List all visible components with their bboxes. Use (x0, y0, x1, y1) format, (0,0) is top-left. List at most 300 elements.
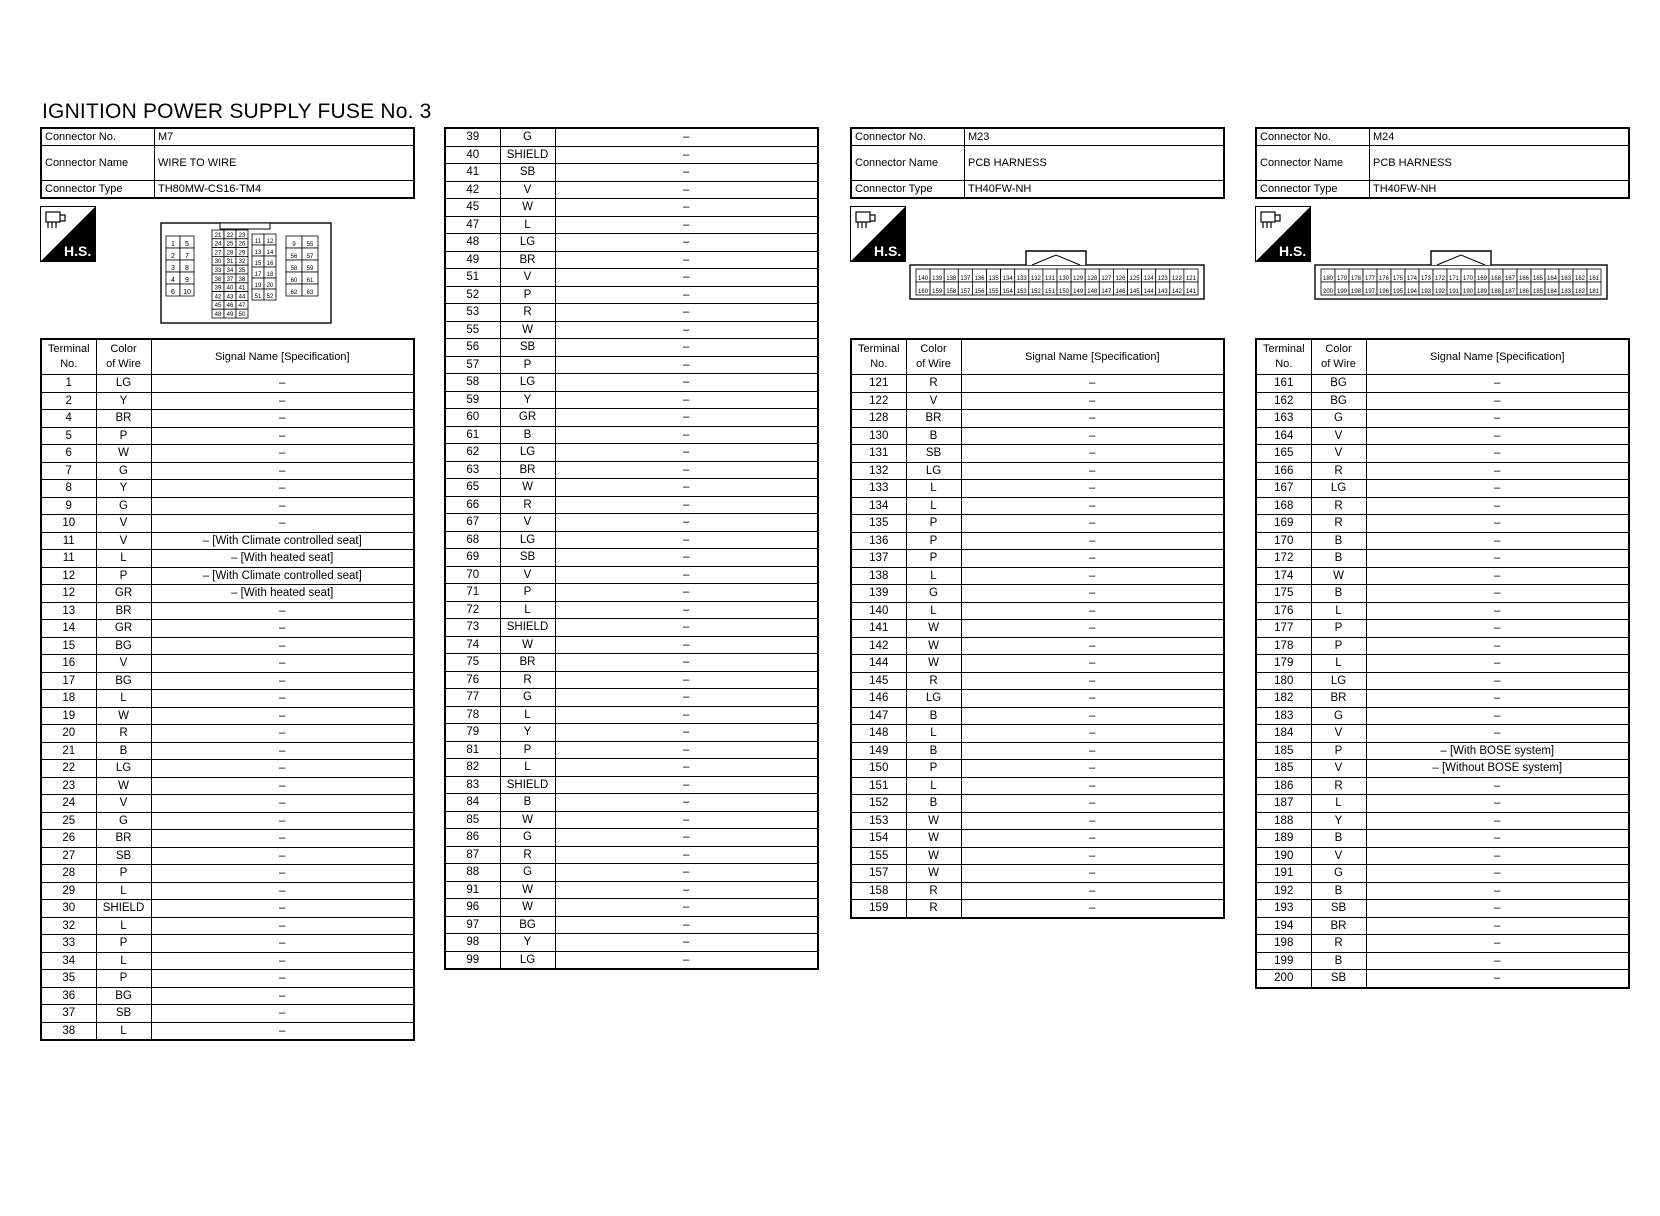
terminal-no-cell: 167 (1256, 480, 1311, 498)
signal-name-cell: – (1366, 917, 1629, 935)
header-terminal-no: Terminal No. (1256, 339, 1311, 375)
terminal-no-cell: 183 (1256, 707, 1311, 725)
signal-name-cell: – (555, 794, 818, 812)
table-row (41, 480, 414, 498)
signal-name-cell: – (1366, 427, 1629, 445)
terminal-no-cell: 65 (445, 479, 500, 497)
pin-number: 125 (1129, 276, 1140, 282)
pin-number: 132 (1030, 276, 1041, 282)
table-row (851, 550, 1224, 568)
signal-name-cell: – (555, 864, 818, 882)
table-row (851, 410, 1224, 428)
signal-name-cell: – (1366, 410, 1629, 428)
pin-number: 174 (1406, 276, 1418, 282)
wire-color-cell: P (500, 356, 555, 374)
terminal-no-cell: 191 (1256, 865, 1311, 883)
table-row (445, 724, 818, 742)
terminal-no-cell: 150 (851, 760, 906, 778)
pin-number: 130 (1059, 276, 1070, 282)
terminal-no-cell: 34 (41, 952, 96, 970)
wire-color-cell: W (500, 811, 555, 829)
wire-color-cell: V (1311, 427, 1366, 445)
wire-color-cell: P (96, 427, 151, 445)
table-row (851, 882, 1224, 900)
wire-color-cell: G (500, 864, 555, 882)
terminal-no-cell: 162 (1256, 392, 1311, 410)
wire-color-cell: W (500, 899, 555, 917)
connector-no-value: M23 (965, 128, 1225, 146)
wire-color-cell: V (500, 514, 555, 532)
wire-color-cell: G (1311, 865, 1366, 883)
signal-name-cell: – (555, 741, 818, 759)
pin-number: 36 (214, 276, 222, 283)
wire-color-cell: LG (500, 951, 555, 969)
table-row (851, 795, 1224, 813)
terminal-table-m24 (1255, 338, 1630, 989)
pin-number: 148 (1087, 289, 1098, 295)
terminal-no-cell: 73 (445, 619, 500, 637)
table-row (445, 706, 818, 724)
hs-label: H.S. (874, 243, 902, 259)
terminal-no-cell: 194 (1256, 917, 1311, 935)
terminal-no-cell: 180 (1256, 672, 1311, 690)
wire-color-cell: W (500, 199, 555, 217)
wire-color-cell: R (500, 671, 555, 689)
signal-name-cell: – (151, 900, 414, 918)
signal-name-cell: – (151, 410, 414, 428)
terminal-no-cell: 37 (41, 1005, 96, 1023)
signal-name-cell: – (151, 812, 414, 830)
wire-color-cell: LG (1311, 672, 1366, 690)
signal-name-cell: – (555, 234, 818, 252)
signal-name-cell: – (555, 584, 818, 602)
terminal-no-cell: 170 (1256, 532, 1311, 550)
table-row (445, 549, 818, 567)
signal-name-cell: – (961, 812, 1224, 830)
pin-number: 15 (254, 261, 262, 267)
signal-name-cell: – (1366, 567, 1629, 585)
table-row (851, 427, 1224, 445)
table-row (851, 480, 1224, 498)
signal-name-cell: – (555, 391, 818, 409)
wire-color-cell: W (500, 881, 555, 899)
wire-color-cell: BR (500, 654, 555, 672)
pin-number: 7 (185, 253, 189, 260)
wire-color-cell: R (500, 496, 555, 514)
pin-number: 61 (306, 278, 314, 284)
header-signal-name: Signal Name [Specification] (961, 339, 1224, 375)
wire-color-cell: L (906, 497, 961, 515)
signal-name-cell: – (151, 1005, 414, 1023)
pin-number: 136 (974, 276, 985, 282)
signal-name-cell: – (555, 776, 818, 794)
table-row (1256, 847, 1629, 865)
table-row (851, 690, 1224, 708)
wire-color-cell: W (906, 847, 961, 865)
signal-name-cell: – (151, 935, 414, 953)
wire-color-cell: V (1311, 445, 1366, 463)
wire-color-cell: V (96, 532, 151, 550)
wire-color-cell: BR (500, 461, 555, 479)
wire-color-cell: BG (500, 916, 555, 934)
terminal-no-cell: 190 (1256, 847, 1311, 865)
table-row (41, 637, 414, 655)
terminal-no-cell: 97 (445, 916, 500, 934)
terminal-no-cell: 26 (41, 830, 96, 848)
wire-color-cell: P (906, 515, 961, 533)
signal-name-cell: – (555, 846, 818, 864)
table-row (41, 935, 414, 953)
connector-name-label: Connector Name (41, 146, 155, 181)
terminal-no-cell: 98 (445, 934, 500, 952)
signal-name-cell: – (151, 690, 414, 708)
terminal-no-cell: 159 (851, 900, 906, 918)
pin-number: 144 (1143, 289, 1154, 295)
terminal-no-cell: 83 (445, 776, 500, 794)
connector-no-label: Connector No. (41, 128, 155, 146)
table-row (851, 707, 1224, 725)
table-row (445, 671, 818, 689)
connector-type-label: Connector Type (1256, 181, 1370, 199)
wire-color-cell: LG (500, 444, 555, 462)
terminal-no-cell: 200 (1256, 970, 1311, 988)
wire-color-cell: L (1311, 655, 1366, 673)
terminal-no-cell: 24 (41, 795, 96, 813)
signal-name-cell: – (555, 916, 818, 934)
terminal-no-cell: 155 (851, 847, 906, 865)
wire-color-cell: G (1311, 410, 1366, 428)
signal-name-cell: – (961, 637, 1224, 655)
table-row (41, 427, 414, 445)
wire-color-cell: V (500, 181, 555, 199)
terminal-no-cell: 132 (851, 462, 906, 480)
pin-number: 43 (226, 294, 234, 301)
signal-name-cell: – (1366, 812, 1629, 830)
signal-name-cell: – (555, 724, 818, 742)
terminal-no-cell: 20 (41, 725, 96, 743)
signal-name-cell: – [With Climate controlled seat] (151, 532, 414, 550)
terminal-no-cell: 77 (445, 689, 500, 707)
table-row (445, 514, 818, 532)
pin-number: 5 (185, 241, 189, 248)
table-row (41, 462, 414, 480)
wire-color-cell: V (96, 655, 151, 673)
wire-color-cell: SHIELD (500, 776, 555, 794)
terminal-no-cell: 172 (1256, 550, 1311, 568)
signal-name-cell: – (1366, 865, 1629, 883)
pin-number: 37 (226, 276, 234, 283)
wire-color-cell: Y (1311, 812, 1366, 830)
wire-color-cell: GR (500, 409, 555, 427)
pin-number: 137 (960, 276, 971, 282)
table-row (1256, 462, 1629, 480)
table-row (41, 532, 414, 550)
pin-number: 57 (306, 254, 314, 260)
terminal-no-cell: 178 (1256, 637, 1311, 655)
pin-number: 156 (974, 289, 985, 295)
terminal-no-cell: 75 (445, 654, 500, 672)
table-row (1256, 532, 1629, 550)
table-row (41, 847, 414, 865)
wire-color-cell: G (96, 497, 151, 515)
table-row (445, 444, 818, 462)
table-row (1256, 602, 1629, 620)
table-row (445, 251, 818, 269)
pin-number: 29 (238, 250, 246, 257)
header-color-of-wire: Color of Wire (96, 339, 151, 375)
terminal-no-cell: 60 (445, 409, 500, 427)
table-row (1256, 585, 1629, 603)
wire-color-cell: BR (500, 251, 555, 269)
wire-color-cell: V (500, 269, 555, 287)
signal-name-cell: – (1366, 462, 1629, 480)
terminal-no-cell: 185 (1256, 742, 1311, 760)
terminal-no-cell: 25 (41, 812, 96, 830)
wire-color-cell: BG (96, 637, 151, 655)
terminal-no-cell: 149 (851, 742, 906, 760)
wire-color-cell: W (96, 445, 151, 463)
signal-name-cell: – (961, 847, 1224, 865)
table-row (445, 339, 818, 357)
terminal-no-cell: 144 (851, 655, 906, 673)
terminal-no-cell: 8 (41, 480, 96, 498)
pin-number: 194 (1406, 289, 1418, 295)
terminal-no-cell: 52 (445, 286, 500, 304)
table-row (851, 777, 1224, 795)
signal-name-cell: – (961, 690, 1224, 708)
table-row (445, 426, 818, 444)
wire-color-cell: W (906, 830, 961, 848)
terminal-no-cell: 148 (851, 725, 906, 743)
pin-number: 186 (1518, 289, 1530, 295)
terminal-no-cell: 67 (445, 514, 500, 532)
wire-color-cell: BR (1311, 690, 1366, 708)
pin-number: 129 (1073, 276, 1084, 282)
signal-name-cell: – (151, 480, 414, 498)
connector-info-m24 (1255, 127, 1630, 199)
table-row (445, 146, 818, 164)
table-row (445, 391, 818, 409)
terminal-no-cell: 16 (41, 655, 96, 673)
terminal-no-cell: 189 (1256, 830, 1311, 848)
table-row (41, 445, 414, 463)
signal-name-cell: – (555, 619, 818, 637)
signal-name-cell: – (1366, 480, 1629, 498)
table-row (41, 707, 414, 725)
table-row (41, 515, 414, 533)
table-row (445, 531, 818, 549)
wire-color-cell: G (906, 585, 961, 603)
terminal-no-cell: 166 (1256, 462, 1311, 480)
terminal-no-cell: 21 (41, 742, 96, 760)
wire-color-cell: P (1311, 742, 1366, 760)
terminal-no-cell: 187 (1256, 795, 1311, 813)
table-row (445, 881, 818, 899)
wire-color-cell: V (1311, 760, 1366, 778)
pin-number: 171 (1448, 276, 1460, 282)
terminal-no-cell: 4 (41, 410, 96, 428)
wire-color-cell: G (500, 128, 555, 146)
pin-number: 3 (171, 265, 175, 272)
wire-color-cell: B (1311, 952, 1366, 970)
pin-number: 9 (292, 242, 296, 248)
pin-number: 45 (214, 303, 222, 310)
table-row (41, 917, 414, 935)
table-row (1256, 777, 1629, 795)
terminal-no-cell: 161 (1256, 375, 1311, 393)
wire-color-cell: LG (500, 374, 555, 392)
wire-color-cell: L (906, 602, 961, 620)
table-row (851, 497, 1224, 515)
signal-name-cell: – (151, 777, 414, 795)
wire-color-cell: R (906, 672, 961, 690)
pin-number: 12 (266, 239, 274, 245)
signal-name-cell: – (961, 865, 1224, 883)
terminal-no-cell: 153 (851, 812, 906, 830)
table-row (41, 1022, 414, 1040)
terminal-no-cell: 15 (41, 637, 96, 655)
terminal-no-cell: 13 (41, 602, 96, 620)
terminal-no-cell: 22 (41, 760, 96, 778)
signal-name-cell: – (961, 462, 1224, 480)
pin-number: 193 (1420, 289, 1432, 295)
wire-color-cell: B (1311, 882, 1366, 900)
terminal-no-cell: 179 (1256, 655, 1311, 673)
terminal-no-cell: 198 (1256, 935, 1311, 953)
terminal-no-cell: 12 (41, 585, 96, 603)
wire-color-cell: P (500, 286, 555, 304)
terminal-no-cell: 66 (445, 496, 500, 514)
signal-name-cell: – (151, 497, 414, 515)
table-row (445, 496, 818, 514)
signal-name-cell: – (961, 480, 1224, 498)
signal-name-cell: – (151, 602, 414, 620)
signal-name-cell: – (555, 374, 818, 392)
signal-name-cell: – (151, 742, 414, 760)
wire-color-cell: P (96, 567, 151, 585)
pin-number: 2 (171, 253, 175, 260)
signal-name-cell: – (555, 164, 818, 182)
pin-number: 20 (266, 283, 274, 289)
header-color-of-wire: Color of Wire (1311, 339, 1366, 375)
table-row (445, 899, 818, 917)
terminal-no-cell: 51 (445, 269, 500, 287)
wire-color-cell: BG (96, 987, 151, 1005)
wire-color-cell: B (500, 794, 555, 812)
signal-name-cell: – (555, 269, 818, 287)
table-row (445, 654, 818, 672)
signal-name-cell: – (1366, 795, 1629, 813)
connector-type-value: TH40FW-NH (965, 181, 1225, 199)
pin-number: 40 (226, 285, 234, 292)
header-signal-name: Signal Name [Specification] (1366, 339, 1629, 375)
terminal-no-cell: 12 (41, 567, 96, 585)
wire-color-cell: W (96, 707, 151, 725)
pin-number: 153 (1016, 289, 1027, 295)
pin-number: 152 (1030, 289, 1041, 295)
pin-number: 161 (1588, 276, 1600, 282)
pin-number: 134 (1002, 276, 1013, 282)
pin-number: 16 (266, 261, 274, 267)
signal-name-cell: – (961, 515, 1224, 533)
hs-label: H.S. (64, 243, 92, 259)
signal-name-cell: – (1366, 970, 1629, 988)
signal-name-cell: – (151, 515, 414, 533)
signal-name-cell: – (961, 392, 1224, 410)
signal-name-cell: – (1366, 725, 1629, 743)
pin-number: 51 (254, 294, 262, 300)
signal-name-cell: – (555, 899, 818, 917)
terminal-no-cell: 74 (445, 636, 500, 654)
table-row (851, 742, 1224, 760)
table-row (41, 690, 414, 708)
terminal-no-cell: 35 (41, 970, 96, 988)
signal-name-cell: – (961, 375, 1224, 393)
pin-number: 176 (1378, 276, 1390, 282)
terminal-no-cell: 28 (41, 865, 96, 883)
signal-name-cell: – [With heated seat] (151, 585, 414, 603)
terminal-no-cell: 78 (445, 706, 500, 724)
pin-number: 141 (1185, 289, 1196, 295)
terminal-table-m7 (40, 338, 415, 1041)
wire-color-cell: B (1311, 830, 1366, 848)
signal-name-cell: – (1366, 550, 1629, 568)
signal-name-cell: – (961, 672, 1224, 690)
terminal-no-cell: 5 (41, 427, 96, 445)
terminal-no-cell: 142 (851, 637, 906, 655)
table-row (851, 532, 1224, 550)
signal-name-cell: – (555, 321, 818, 339)
terminal-no-cell: 139 (851, 585, 906, 603)
signal-name-cell: – (1366, 847, 1629, 865)
table-row (1256, 812, 1629, 830)
table-row (1256, 917, 1629, 935)
table-row (445, 479, 818, 497)
pin-number: 9 (185, 277, 189, 284)
signal-name-cell: – (961, 760, 1224, 778)
wire-color-cell: SB (500, 339, 555, 357)
pin-number: 182 (1574, 289, 1586, 295)
pin-number: 33 (214, 268, 222, 274)
terminal-table-m7-continued (444, 127, 819, 970)
wire-color-cell: SB (500, 549, 555, 567)
terminal-no-cell: 138 (851, 567, 906, 585)
table-row (41, 497, 414, 515)
connector-name-label: Connector Name (1256, 146, 1370, 181)
terminal-no-cell: 121 (851, 375, 906, 393)
terminal-no-cell: 53 (445, 304, 500, 322)
table-row (1256, 427, 1629, 445)
pin-number: 157 (960, 289, 971, 295)
connector-name-label: Connector Name (851, 146, 965, 181)
signal-name-cell: – (151, 882, 414, 900)
pin-number: 56 (290, 254, 298, 260)
wire-color-cell: B (906, 795, 961, 813)
table-row (851, 900, 1224, 918)
wire-color-cell: L (96, 952, 151, 970)
pin-number: 46 (226, 303, 234, 310)
pin-number: 135 (988, 276, 999, 282)
table-row (445, 374, 818, 392)
wire-color-cell: BR (96, 830, 151, 848)
table-row (445, 689, 818, 707)
table-row (41, 812, 414, 830)
signal-name-cell: – (555, 181, 818, 199)
terminal-no-cell: 39 (445, 128, 500, 146)
signal-name-cell: – (1366, 655, 1629, 673)
terminal-no-cell: 146 (851, 690, 906, 708)
terminal-no-cell: 133 (851, 480, 906, 498)
